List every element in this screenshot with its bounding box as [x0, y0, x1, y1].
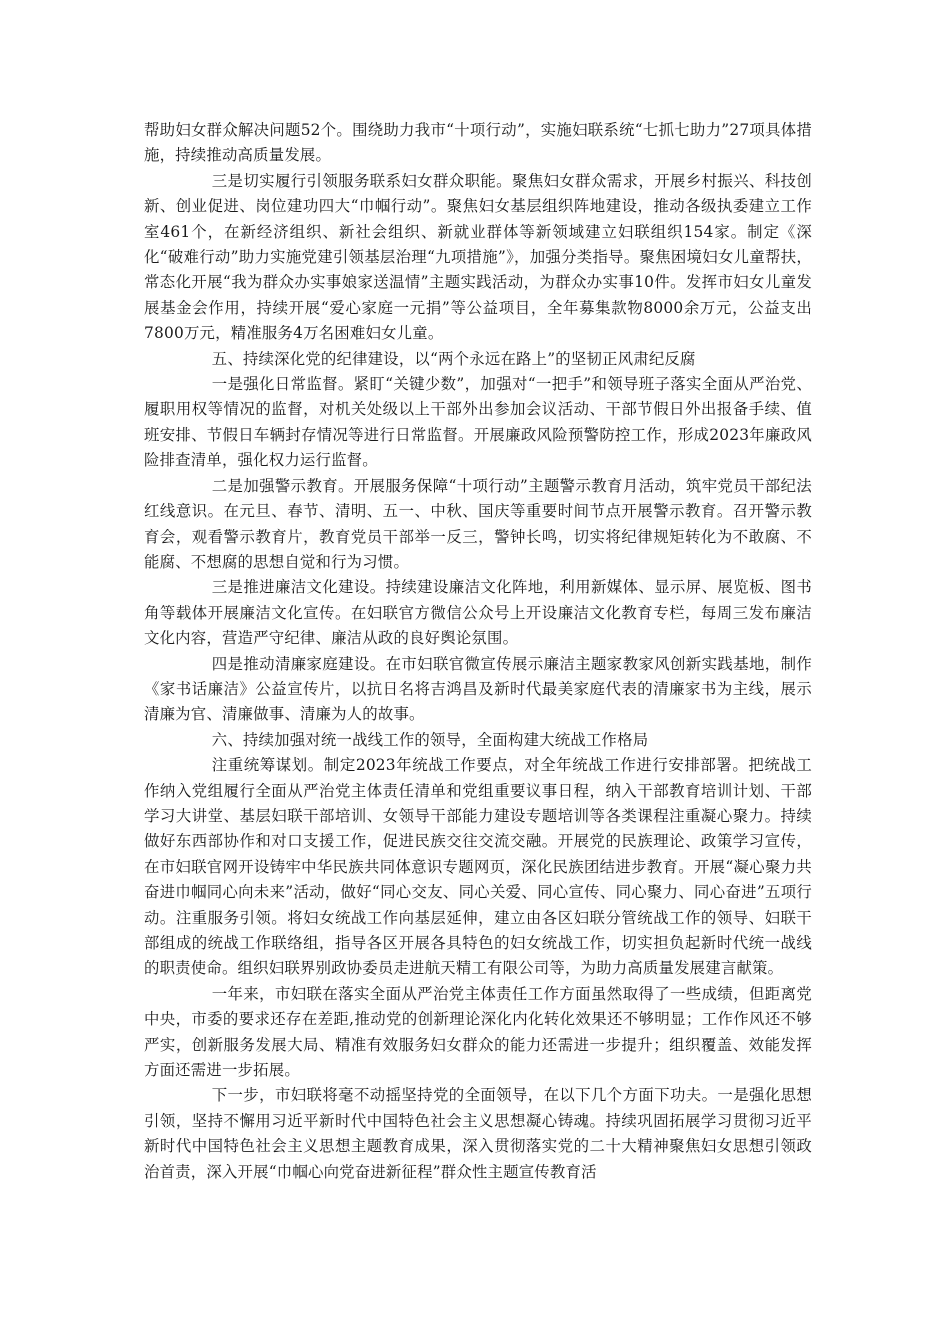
paragraph-next-steps: 下一步，市妇联将毫不动摇坚持党的全面领导，在以下几个方面下功夫。一是强化思想引领，坚持不懈用习近平新时代中国特色社会主义思想凝心铸魂。持续巩固拓展学习贯彻习近平新时代中国特色社会主义思想主题教育成果，深入贯彻落实党的二十大精神聚焦妇女思想引领政治首责，深入开展“巾帼心向党奋进新征程”群众性主题宣传教育活 [144, 1086, 812, 1181]
section-heading-united-front: 六、持续加强对统一战线工作的领导，全面构建大统战工作格局 [211, 730, 649, 749]
paragraph-daily-supervision: 一是强化日常监督。紧盯“关键少数”，加强对“一把手”和领导班子落实全面从严治党、履职用权等情况的监督，对机关处级以上干部外出参加会议活动、干部节假日外出报备手续、值班安排、节假日车辆封存情况等进行日常监督。开展廉政风险预警防控工作，形成2023年廉政风险排查清单，强化权力运行监督。 [144, 375, 812, 470]
section-heading-discipline: 五、持续深化党的纪律建设，以“两个永远在路上”的坚韧正风肃纪反腐 [211, 349, 696, 368]
paragraph-clean-family: 四是推动清廉家庭建设。在市妇联官微宣传展示廉洁主题家教家风创新实践基地，制作《家书话廉洁》公益宣传片，以抗日名将吉鸿昌及新时代最美家庭代表的清廉家书为主线，展示清廉为官、清廉做事、清廉为人的故事。 [144, 654, 812, 724]
paragraph-women-services: 三是切实履行引领服务联系妇女群众职能。聚焦妇女群众需求，开展乡村振兴、科技创新、创业促进、岗位建功四大“巾帼行动”。聚焦妇女基层组织阵地建设，推动各级执委建立工作室461个，在新经济组织、新社会组织、新就业群体等新领域建立妇联组织154家。制定《深化“破难行动”助力实施党建引领基层治理“九项措施”》，加强分类指导。聚焦困境妇女儿童帮扶，常态化开展“我为群众办实事娘家送温情”主题实践活动，为群众办实事10件。发挥市妇女儿童发展基金会作用，持续开展“爱心家庭一元捐”等公益项目，全年募集款物8000余万元，公益支出7800万元，精准服务4万名困难妇女儿童。 [144, 171, 812, 343]
document-page [144, 118, 812, 1185]
paragraph-united-front-planning: 注重统筹谋划。制定2023年统战工作要点，对全年统战工作进行安排部署。把统战工作纳入党组履行全面从严治党主体责任清单和党组重要议事日程，纳入干部教育培训计划、干部学习大讲堂、基层妇联干部培训、女领导干部能力建设专题培训等各类课程注重凝心聚力。持续做好东西部协作和对口支援工作，促进民族交往交流交融。开展党的民族理论、政策学习宣传，在市妇联官网开设铸牢中华民族共同体意识专题网页，深化民族团结进步教育。开展“凝心聚力共奋进巾帼同心向未来”活动，做好“同心交友、同心关爱、同心宣传、同心聚力、同心奋进”五项行动。注重服务引领。将妇女统战工作向基层延伸，建立由各区妇联分管统战工作的领导、妇联干部组成的统战工作联络组，指导各区开展各具特色的妇女统战工作，切实担负起新时代统一战线的职责使命。组织妇联界别政协委员走进航天精工有限公司等，为助力高质量发展建言献策。 [144, 756, 812, 978]
paragraph-continuation: 帮助妇女群众解决问题52个。围绕助力我市“十项行动”，实施妇联系统“七抓七助力”27项具体措施，持续推动高质量发展。 [144, 121, 812, 165]
paragraph-warning-education: 二是加强警示教育。开展服务保障“十项行动”主题警示教育月活动，筑牢党员干部纪法红线意识。在元旦、春节、清明、五一、中秋、国庆等重要时间节点开展警示教育。召开警示教育会，观看警示教育片，教育党员干部举一反三，警钟长鸣，切实将纪律规矩转化为不敢腐、不能腐、不想腐的思想自觉和行为习惯。 [144, 476, 812, 571]
paragraph-integrity-culture: 三是推进廉洁文化建设。持续建设廉洁文化阵地，利用新媒体、显示屏、展览板、图书角等载体开展廉洁文化宣传。在妇联官方微信公众号上开设廉洁文化教育专栏，每周三发布廉洁文化内容，营造严守纪律、廉洁从政的良好舆论氛围。 [144, 578, 812, 648]
paragraph-annual-review: 一年来，市妇联在落实全面从严治党主体责任工作方面虽然取得了一些成绩，但距离党中央，市委的要求还存在差距,推动党的创新理论深化内化转化效果还不够明显；工作作风还不够严实，创新服务发展大局、精准有效服务妇女群众的能力还需进一步提升；组织覆盖、效能发挥方面还需进一步拓展。 [144, 984, 812, 1080]
